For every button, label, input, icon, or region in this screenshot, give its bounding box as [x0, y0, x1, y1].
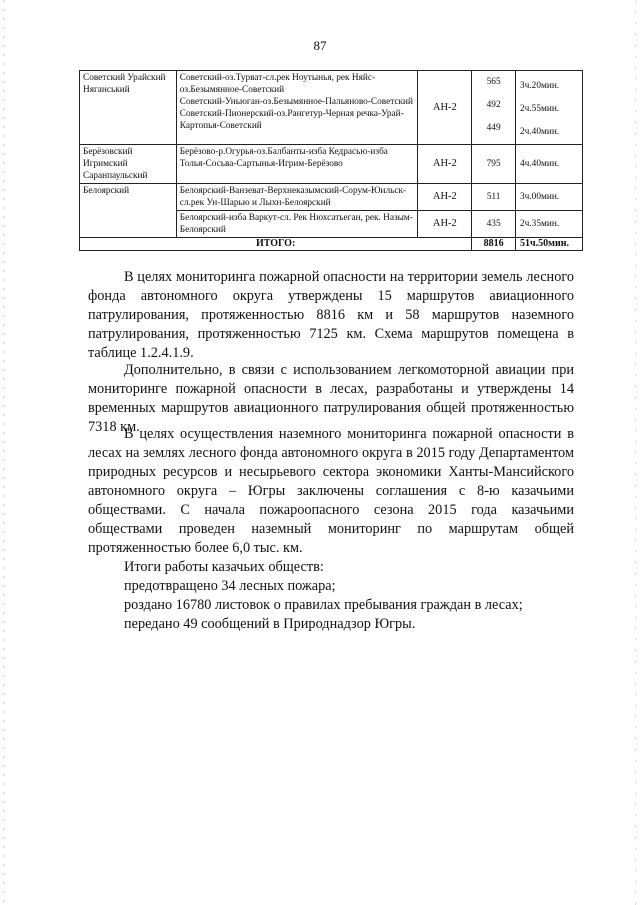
aircraft-cell: АН-2: [418, 211, 472, 238]
total-length: 8816: [472, 238, 516, 251]
route-length: 435: [472, 211, 516, 238]
total-row: [80, 238, 583, 251]
total-label: ИТОГО:: [80, 238, 472, 251]
route-name: Белоярский-Ванзеват-Верхнеказымский-Сорум-Юильск-сл.рек Ун-Шарью и Лыхн-Белоярский: [176, 184, 418, 211]
route-length: 565: [486, 77, 501, 87]
paragraph-light-aviation: Дополнительно, в связи с использованием легкомоторной авиации при мониторинге пожарной опасности в лесах, разработаны и утверждены 14 временных маршрутов авиационного патрулирования общей протяженностью 7318 км.: [88, 362, 574, 435]
aircraft-cell: АН-2: [418, 184, 472, 211]
route-length: 449: [486, 123, 501, 133]
time-cell: [516, 71, 583, 145]
aircraft-cell: АН-2: [418, 71, 472, 145]
result-item: роздано 16780 листовок о правилах пребывания граждан в лесах;: [124, 597, 523, 613]
route-name: Белоярский-изба Варкут-сл. Рек Нюхсатьеган, рек. Назым-Белоярский: [176, 211, 418, 238]
table-row: [80, 145, 583, 184]
route-time: 3ч.20мин.: [520, 81, 560, 91]
table-row: [80, 71, 583, 145]
route-time: 4ч.40мин.: [516, 145, 583, 184]
route-name: Советский-Пионерский-оз.Рангетур-Черная речка-Урай-Картопья-Советский: [179, 109, 404, 131]
length-cell: [472, 71, 516, 145]
routes-table: [79, 70, 583, 251]
route-cell: [176, 71, 418, 145]
route-length: 492: [486, 100, 501, 110]
paragraph-body: В целях осуществления наземного мониторинга пожарной опасности в лесах на землях лесного фонда автономного округа в 2015 году Департаментом природных ресурсов и несырьевого сектора экономики Ханты-Мансийского автономного округа – Югры заключены соглашения с 8-ю казачьими обществами. С начала пожароопасного сезона 2015 года казачьими обществами проведен наземный мониторинг по маршрутам общей протяженностью более 6,0 тыс. км.: [88, 426, 574, 556]
route-length: 795: [472, 145, 516, 184]
scan-edge-left: [3, 0, 4, 905]
route-time: 2ч.55мин.: [520, 104, 560, 114]
total-time: 51ч.50мин.: [516, 238, 583, 251]
results-heading: Итоги работы казачьих обществ:: [124, 559, 324, 575]
aircraft-cell: АН-2: [418, 145, 472, 184]
paragraph-cossack-monitoring: [88, 425, 574, 634]
route-length: 511: [472, 184, 516, 211]
route-time: 3ч.00мин.: [516, 184, 583, 211]
scan-edge-right: [635, 0, 636, 905]
region-cell: Белоярский: [80, 184, 177, 238]
route-name: Советский-оз.Турват-сл.рек Ноутынья, рек Няйс-оз.Безымянное-Советский: [179, 73, 376, 95]
page-number: 87: [313, 38, 327, 53]
route-time: 2ч.35мин.: [516, 211, 583, 238]
table-row: [80, 184, 583, 211]
paragraph-aviation-routes: В целях мониторинга пожарной опасности на территории земель лесного фонда автономного округа утверждены 15 маршрутов авиационного патрулирования, протяженностью 8816 км и 58 маршрутов наземного патрулирования, протяженностью 7125 км. Схема маршрутов помещена в таблице 1.2.4.1.9.: [88, 269, 574, 361]
route-time: 2ч.40мин.: [520, 127, 560, 137]
region-cell: Советский Урайский Няганський: [80, 71, 177, 145]
result-item: предотвращено 34 лесных пожара;: [124, 578, 336, 594]
route-name: Берёзово-р.Огурья-оз.Балбанты-изба Кедрасью-изба Толья-Сосьва-Сартынья-Игрим-Берёзово: [176, 145, 418, 184]
result-item: передано 49 сообщений в Природнадзор Югры.: [124, 616, 416, 632]
route-name: Советский-Уньюган-оз.Безымянное-Пальяново-Советский: [179, 97, 413, 107]
region-cell: Берёзовский Игримский Саранпаульский: [80, 145, 177, 184]
